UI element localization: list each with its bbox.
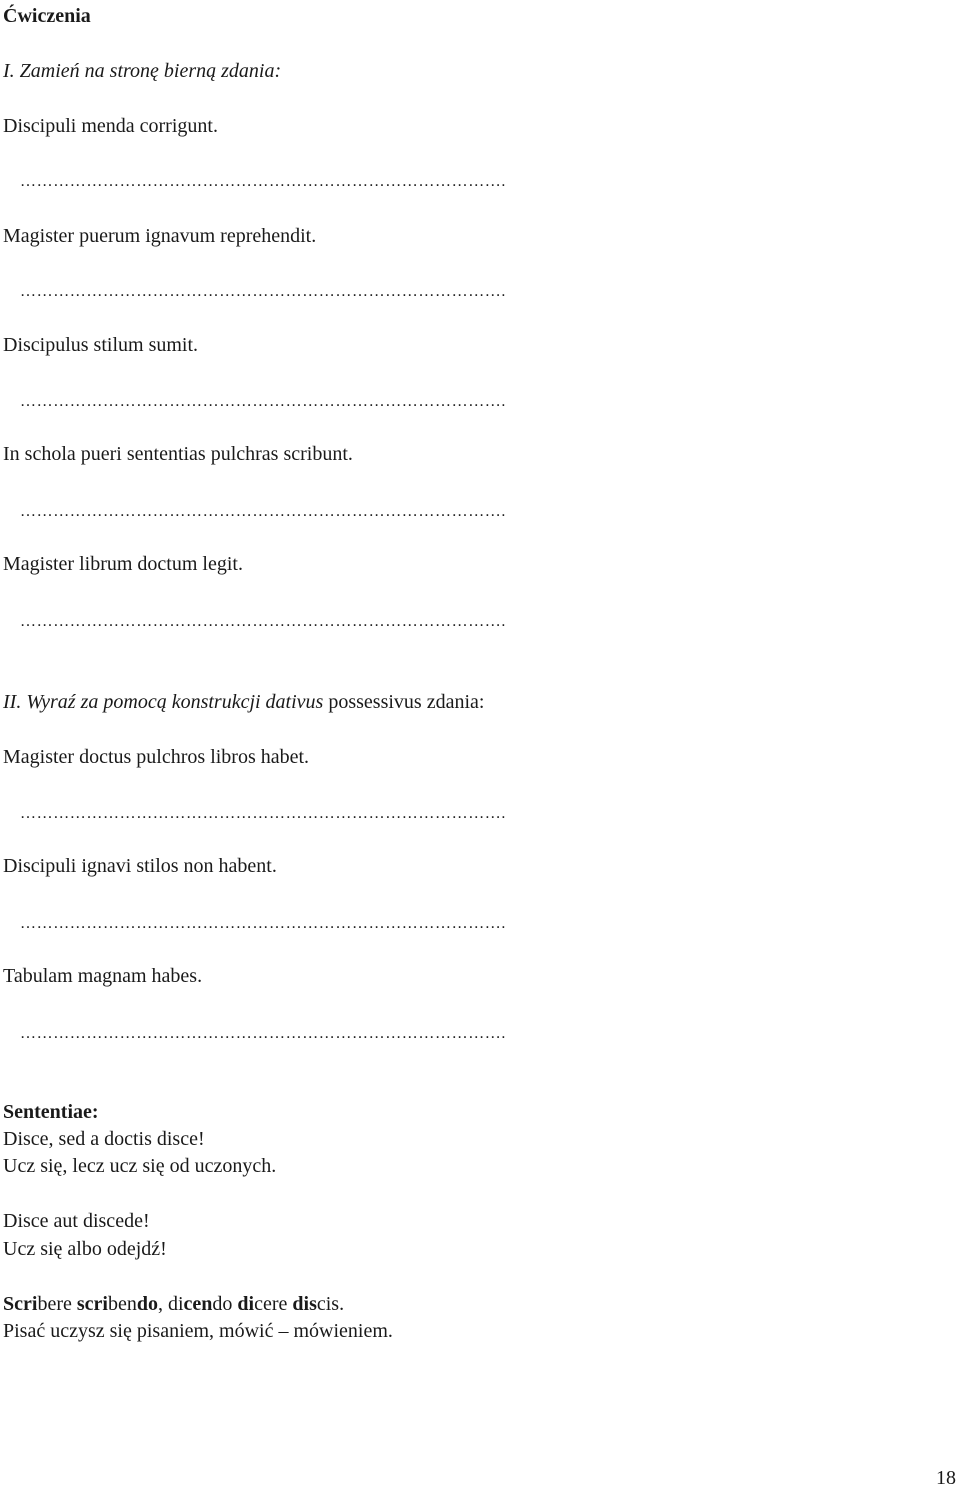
answer-line-3: ……………………………………………………………………………. [20,393,506,410]
proverb-3-part: scri [76,1293,108,1315]
sentence-6: Magister doctus pulchros libros habet. [3,746,310,768]
exercise-2-instruction [3,690,484,714]
sententiae-title: Sententiae: [3,1101,99,1123]
proverb-3-part: do [136,1293,158,1315]
proverb-3-part: cen [183,1293,213,1315]
sentence-2: Magister puerum ignavum reprehendit. [3,225,317,247]
sentence-5: Magister librum doctum legit. [3,553,243,575]
answer-line-5: ……………………………………………………………………………. [20,613,506,630]
exercise-heading: Ćwiczenia [3,5,91,27]
answer-line-7: ……………………………………………………………………………. [20,915,506,932]
proverb-3-part: di [237,1293,255,1315]
proverb-3-part: dis [292,1293,317,1315]
proverb-3-part: , di [157,1293,184,1315]
answer-line-1: ……………………………………………………………………………. [20,173,506,190]
proverb-3-part: ben [107,1293,137,1315]
proverb-3-latin [3,1292,344,1316]
exercise-2-instruction-italic: II. Wyraź za pomocą konstrukcji dativus [3,691,324,713]
proverb-3-polish: Pisać uczysz się pisaniem, mówić – mówieniem. [3,1320,393,1342]
proverb-2-polish: Ucz się albo odejdź! [3,1238,167,1260]
exercise-2-instruction-rest: possessivus zdania: [323,691,485,713]
answer-line-6: ……………………………………………………………………………. [20,805,506,822]
proverb-3-part: bere [37,1293,77,1315]
proverb-3-part: cis. [316,1293,345,1315]
sentence-3: Discipulus stilum sumit. [3,334,199,356]
answer-line-2: ……………………………………………………………………………. [20,283,506,300]
page-number: 18 [936,1467,956,1489]
proverb-3-part: do [212,1293,238,1315]
proverb-1-latin: Disce, sed a doctis disce! [3,1128,205,1150]
answer-line-4: ……………………………………………………………………………. [20,503,506,520]
sentence-4: In schola pueri sententias pulchras scribunt. [3,443,353,465]
sentence-8: Tabulam magnam habes. [3,965,203,987]
proverb-3-part: cere [254,1293,293,1315]
sentence-1: Discipuli menda corrigunt. [3,115,218,137]
proverb-1-polish: Ucz się, lecz ucz się od uczonych. [3,1155,277,1177]
proverb-2-latin: Disce aut discede! [3,1210,150,1232]
proverb-3-part: Scri [3,1293,38,1315]
sentence-7: Discipuli ignavi stilos non habent. [3,855,277,877]
exercise-1-instruction: I. Zamień na stronę bierną zdania: [3,60,282,82]
answer-line-8: ……………………………………………………………………………. [20,1025,506,1042]
